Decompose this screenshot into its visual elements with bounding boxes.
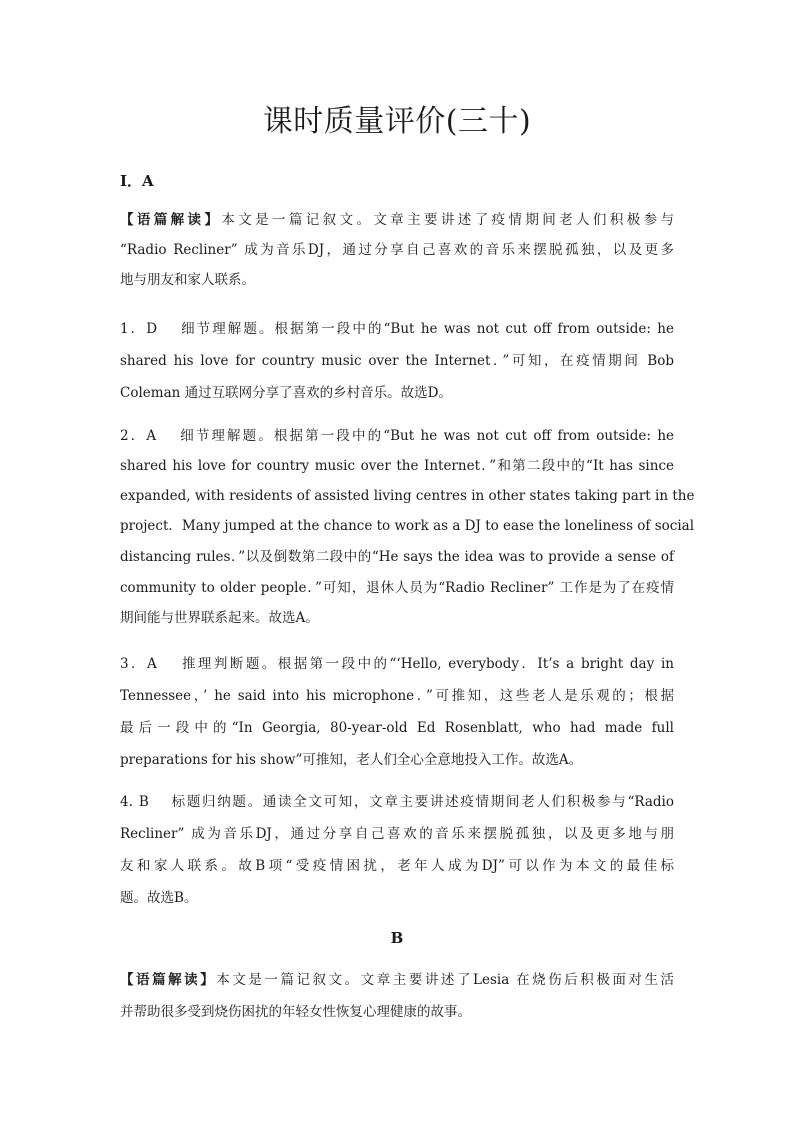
intro-tag: 【语篇解读】 — [120, 212, 222, 228]
passage-b-intro: 【语篇解读】本文是一篇记叙文。文章主要讲述了Lesia 在烧伤后积极面对生活 并帮助很多受到烧伤困扰的年轻女性恢复心理健康的故事。 — [120, 972, 675, 1020]
passage-a-intro: 【语篇解读】本文是一篇记叙文。文章主要讲述了疫情期间老人们积极参与 “Radio Recliner” 成为音乐DJ，通过分享自己喜欢的音乐来摆脱孤独，以及更多 地与朋友和家人联系。 — [120, 212, 674, 288]
answer-1: 1．D 细节理解题。根据第一段中的“But he was not cut off from outside: he shared his love for country music over the Internet．”可知，在疫情期间 Bob Coleman 通过互联网分享了喜欢的乡村音乐。故选D。 — [120, 321, 674, 401]
section-a-label: Ⅰ．A — [120, 172, 154, 190]
answer-2: 2．A 细节理解题。根据第一段中的“But he was not cut off from outside: he shared his love for country music over the Internet．”和第二段中的“It has since expanded, with residents of assisted living centres in other states taking part in the project．Many jumped at the chance to work as a DJ to ease the loneliness of social distancing rules．”以及倒数第二段中的“He says the idea was to provide a sense of community to older people．”可知，退休人员为“Radio Recliner” 工作是为了在疫情 期间能与世界联系起来。故选A。 — [120, 428, 695, 626]
answer-3: 3．A 推理判断题。根据第一段中的“‘Hello, everybody．It’s a bright day in Tennessee，’ he said into his microphone．”可推知，这些老人是乐观的；根据 最后一段中的“In Georgia, 80-year-old Ed Rosenblatt, who had made full preparations for his show”可推知，老人们全心全意地投入工作。故选A。 — [120, 656, 674, 768]
answer-4: 4. B 标题归纳题。通读全文可知，文章主要讲述疫情期间老人们积极参与“Radio Recliner” 成为音乐DJ，通过分享自己喜欢的音乐来摆脱孤独，以及更多地与朋 友和家人联系。故B项“受疫情困扰，老年人成为DJ”可以作为本文的最佳标 题。故选B。 — [120, 794, 674, 906]
page-title: 课时质量评价(三十) — [262, 104, 532, 139]
section-b-label: B — [390, 929, 404, 947]
intro-tag: 【语篇解读】 — [120, 972, 217, 988]
